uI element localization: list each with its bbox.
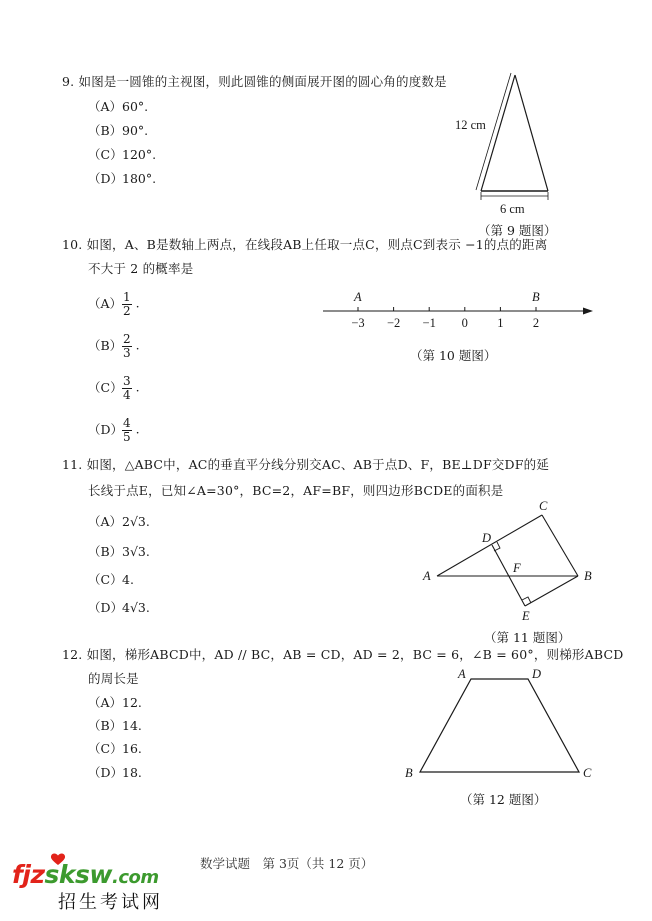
option-label: （A） (88, 99, 123, 114)
numerator: 2 (123, 332, 131, 346)
cone-left-edge (481, 75, 515, 191)
option-label: （C） (88, 147, 123, 162)
q12-option-c (88, 739, 142, 757)
denominator: 5 (123, 429, 131, 444)
option-text: 16. (122, 741, 142, 756)
q11-option-d (88, 598, 150, 616)
q11-stem-line1: 11. 如图，△ABC中，AC的垂直平分线分别交AC、AB于点D、F，BE⊥DF交DF的延 (62, 457, 550, 472)
cone-right-edge (515, 75, 548, 191)
option-label: （C） (88, 741, 123, 756)
numerator: 1 (123, 290, 131, 304)
option-label: （D） (88, 765, 124, 780)
option-text: 60°. (122, 99, 149, 114)
option-text: 120°. (122, 147, 157, 162)
logo-part-red: fjz (12, 860, 45, 889)
base-label: 6 cm (500, 202, 525, 216)
q9-option-c (88, 145, 156, 163)
q9-cone-figure (440, 65, 600, 225)
q12-caption: （第 12 题图） (460, 792, 547, 807)
point-a-label: A (354, 290, 362, 304)
logo-part-com: .com (111, 867, 159, 888)
axis-arrow-icon (583, 308, 593, 315)
q12-stem-line2: 的周长是 (88, 671, 139, 686)
option-text: 14. (122, 718, 142, 733)
q12-option-b (88, 716, 142, 734)
q9-stem: 9. 如图是一圆锥的主视图，则此圆锥的侧面展开图的圆心角的度数是 (62, 74, 447, 89)
q10-number-line (315, 285, 600, 335)
point-b-label: B (532, 290, 540, 304)
q9-option-a (88, 97, 148, 115)
option-text: 4. (122, 572, 134, 587)
q11-triangle-figure (415, 495, 605, 625)
tick-label: 1 (497, 316, 504, 330)
q10-stem-line1: 10. 如图，A、B是数轴上两点，在线段AB上任取一点C，则点C到表示 −1的点的距离 (62, 237, 548, 252)
point-label-c: C (583, 766, 592, 780)
fraction (122, 417, 132, 443)
site-logo (12, 852, 182, 912)
logo-chinese-name: 招生考试网 (58, 892, 163, 913)
option-text: 4√3. (122, 600, 150, 615)
point-label-b: B (405, 766, 413, 780)
option-label: （D） (88, 171, 124, 186)
point-label-a: A (423, 569, 431, 583)
point-label-a: A (458, 667, 466, 681)
option-text: 12. (122, 695, 142, 710)
q9-option-b (88, 121, 148, 139)
segment-eb (525, 576, 578, 606)
q11-option-b (88, 542, 150, 560)
option-label: （B） (88, 123, 123, 138)
option-label: （B） (88, 544, 123, 559)
point-label-c: C (539, 499, 548, 513)
tick-label: −3 (351, 316, 365, 330)
page-footer: 数学试题 第 3页（共 12 页） (200, 856, 374, 871)
q10-caption: （第 10 题图） (410, 348, 497, 363)
numerator: 3 (123, 374, 131, 388)
point-label-e: E (522, 609, 530, 623)
tick-label: 0 (461, 316, 468, 330)
q9-caption: （第 9 题图） (478, 223, 557, 238)
q10-option-b: （B） $\frac{2}{3}$ . (88, 332, 140, 360)
option-text: 3√3. (122, 544, 150, 559)
fraction (122, 333, 132, 359)
q11-option-a (88, 512, 150, 530)
denominator: 3 (123, 345, 131, 360)
option-text: 180°. (122, 171, 157, 186)
q10-option-d: （D） $\frac{4}{5}$ . (88, 416, 140, 444)
q9-option-d (88, 169, 156, 187)
point-label-f: F (513, 561, 521, 575)
option-text: 2√3. (122, 514, 150, 529)
q10-option-a: （A） $\frac{1}{2}$ . (88, 290, 140, 318)
trapezoid-abcd (420, 679, 579, 772)
q11-stem-line2: 长线于点E，已知∠A=30°，BC=2，AF=BF，则四边形BCDE的面积是 (88, 483, 504, 498)
option-text: 90°. (122, 123, 149, 138)
logo-wordmark (12, 860, 159, 889)
q10-option-c: （C） $\frac{3}{4}$ . (88, 374, 140, 402)
option-label: （C） (88, 379, 123, 395)
logo-part-green: sksw (44, 860, 112, 889)
slant-label: 12 cm (455, 118, 486, 132)
q10-stem-line2: 不大于 2 的概率是 (88, 261, 194, 276)
denominator: 4 (123, 387, 131, 402)
fraction (122, 291, 132, 317)
fraction (122, 375, 132, 401)
tick-label: −1 (422, 316, 436, 330)
q12-option-d (88, 763, 142, 781)
denominator: 2 (123, 303, 131, 318)
point-label-d: D (532, 667, 542, 681)
option-label: （A） (88, 695, 123, 710)
option-label: （D） (88, 600, 124, 615)
option-label: （B） (88, 718, 123, 733)
segment-cb (542, 515, 578, 576)
point-label-d: D (482, 531, 492, 545)
option-text: 18. (122, 765, 142, 780)
q11-caption: （第 11 题图） (484, 630, 571, 645)
option-label: （C） (88, 572, 123, 587)
segment-ac (437, 515, 542, 576)
tick-label: −2 (386, 316, 401, 330)
numerator: 4 (123, 416, 131, 430)
option-label: （D） (88, 421, 124, 437)
point-label-b: B (584, 569, 592, 583)
q12-trapezoid-figure (390, 660, 605, 785)
q12-option-a (88, 693, 142, 711)
q12-stem-line1: 12. 如图，梯形ABCD中，AD // BC，AB = CD，AD = 2，BC = 6，∠B = 60°，则梯形ABCD (62, 647, 624, 662)
option-label: （A） (88, 295, 123, 311)
q11-option-c (88, 570, 134, 588)
tick-label: 2 (532, 316, 540, 330)
option-label: （B） (88, 337, 123, 353)
option-label: （A） (88, 514, 123, 529)
